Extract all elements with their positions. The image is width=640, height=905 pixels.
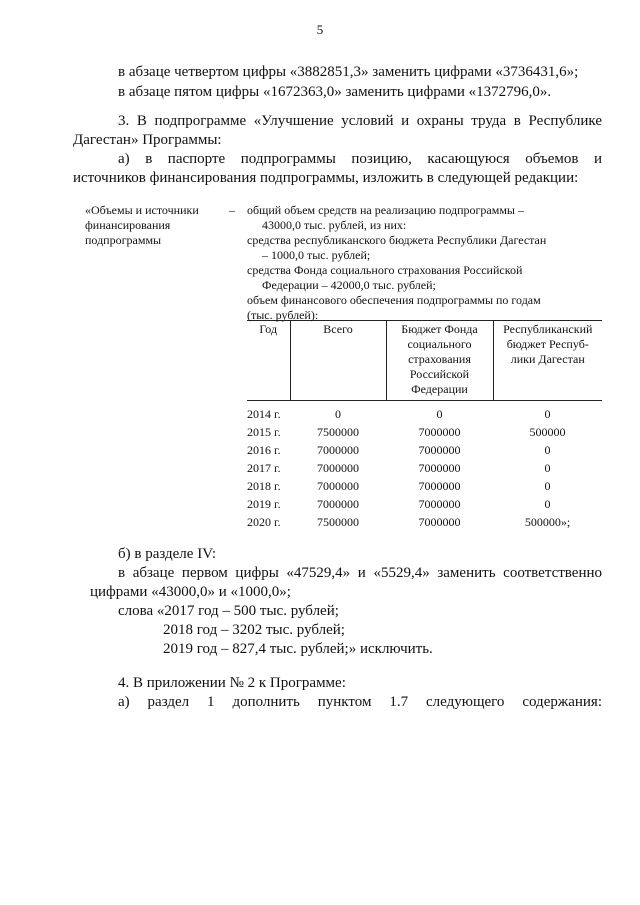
cell-total: 0 xyxy=(335,407,341,421)
cell-republic: 500000 xyxy=(529,425,566,439)
funding-table xyxy=(247,320,602,531)
cell-republic: 0 xyxy=(544,407,551,421)
section4-title: 4. В приложении № 2 к Программе: xyxy=(118,675,346,691)
passport-right-line: общий объем средств на реализацию подпрограммы – xyxy=(247,203,524,217)
section-b-title: б) в разделе IV: xyxy=(118,546,217,562)
table-header-row xyxy=(247,321,602,401)
cell-total: 7500000 xyxy=(317,425,359,439)
cell-fss: 7000000 xyxy=(418,443,461,457)
table-row xyxy=(247,495,602,513)
passport-right-line: – 1000,0 тыс. рублей; xyxy=(262,248,371,262)
cell-fss: 7000000 xyxy=(418,425,461,439)
header-line: Бюджет Фонда xyxy=(401,322,478,336)
cell-total: 7500000 xyxy=(317,515,359,529)
table-row xyxy=(247,441,602,459)
section-b-line-2: цифрами «43000,0» и «1000,0»; xyxy=(90,584,291,600)
cell-year: 2018 г. xyxy=(247,479,281,493)
cell-total: 7000000 xyxy=(317,461,359,475)
passport-right-line: (тыс. рублей): xyxy=(247,308,319,322)
cell-fss: 7000000 xyxy=(418,515,461,529)
header-total xyxy=(290,321,386,401)
passport-right-line: средства Фонда социального страхования Российской xyxy=(247,263,523,277)
section4-a-line: а) раздел 1 дополнить пунктом 1.7 следующего содержания: xyxy=(118,694,602,710)
header-line: Федерации xyxy=(411,382,468,396)
header-line: социального xyxy=(407,337,472,351)
cell-fss: 7000000 xyxy=(418,461,461,475)
passport-right-line: Федерации – 42000,0 тыс. рублей; xyxy=(262,278,436,292)
cell-year: 2017 г. xyxy=(247,461,281,475)
section-b-line-4: 2018 год – 3202 тыс. рублей; xyxy=(163,622,345,638)
cell-total: 7000000 xyxy=(317,443,359,457)
passport-right-line: объем финансового обеспечения подпрограммы по годам xyxy=(247,293,541,307)
table-row xyxy=(247,459,602,477)
section-b-line-5: 2019 год – 827,4 тыс. рублей;» исключить. xyxy=(163,641,433,657)
cell-republic: 500000»; xyxy=(524,515,571,529)
cell-total: 7000000 xyxy=(317,497,359,511)
section3-line-2: Дагестан» Программы: xyxy=(73,132,222,148)
cell-fss: 7000000 xyxy=(418,497,461,511)
table-row xyxy=(247,423,602,441)
section3-a-line-2: источников финансирования подпрограммы, изложить в следующей редакции: xyxy=(73,170,579,186)
header-line: Всего xyxy=(323,322,353,336)
cell-fss: 0 xyxy=(436,407,443,421)
passport-right-line: средства республиканского бюджета Республики Дагестан xyxy=(247,233,547,247)
passport-left-line: финансирования xyxy=(85,218,171,232)
table-row xyxy=(247,513,602,531)
table-row xyxy=(247,477,602,495)
cell-year: 2015 г. xyxy=(247,425,281,439)
header-line: Год xyxy=(259,322,278,336)
cell-republic: 0 xyxy=(544,461,551,475)
passport-right-line: 43000,0 тыс. рублей, из них: xyxy=(262,218,407,232)
page-number: 5 xyxy=(316,22,324,37)
header-republic-budget xyxy=(493,321,602,401)
cell-year: 2020 г. xyxy=(247,515,281,529)
header-line: Республиканский xyxy=(503,322,593,336)
cell-fss: 7000000 xyxy=(418,479,461,493)
table-row xyxy=(247,405,602,423)
header-line: лики Дагестан xyxy=(510,352,585,366)
cell-republic: 0 xyxy=(544,443,551,457)
intro-line-2: в абзаце пятом цифры «1672363,0» заменить цифрами «1372796,0». xyxy=(118,84,552,100)
cell-total: 7000000 xyxy=(317,479,359,493)
passport-left-line: «Объемы и источники xyxy=(85,203,199,217)
section3-a-line-1: а) в паспорте подпрограммы позицию, касающуюся объемов и xyxy=(118,151,602,167)
passport-left-line: подпрограммы xyxy=(85,233,162,247)
section-b-line-1: в абзаце первом цифры «47529,4» и «5529,4» заменить соответственно xyxy=(118,565,602,581)
cell-republic: 0 xyxy=(544,479,551,493)
cell-year: 2014 г. xyxy=(247,407,281,421)
header-line: Российской xyxy=(409,367,470,381)
passport-dash: – xyxy=(229,203,235,217)
header-line: бюджет Респуб- xyxy=(506,337,589,351)
section3-line-1: 3. В подпрограмме «Улучшение условий и охраны труда в Республике xyxy=(118,113,602,129)
header-fss-budget xyxy=(386,321,493,401)
cell-year: 2016 г. xyxy=(247,443,281,457)
header-line: страхования xyxy=(408,352,471,366)
header-year xyxy=(247,321,290,401)
cell-year: 2019 г. xyxy=(247,497,281,511)
intro-line-1: в абзаце четвертом цифры «3882851,3» заменить цифрами «3736431,6»; xyxy=(118,64,579,80)
section-b-line-3: слова «2017 год – 500 тыс. рублей; xyxy=(118,603,339,619)
cell-republic: 0 xyxy=(544,497,551,511)
